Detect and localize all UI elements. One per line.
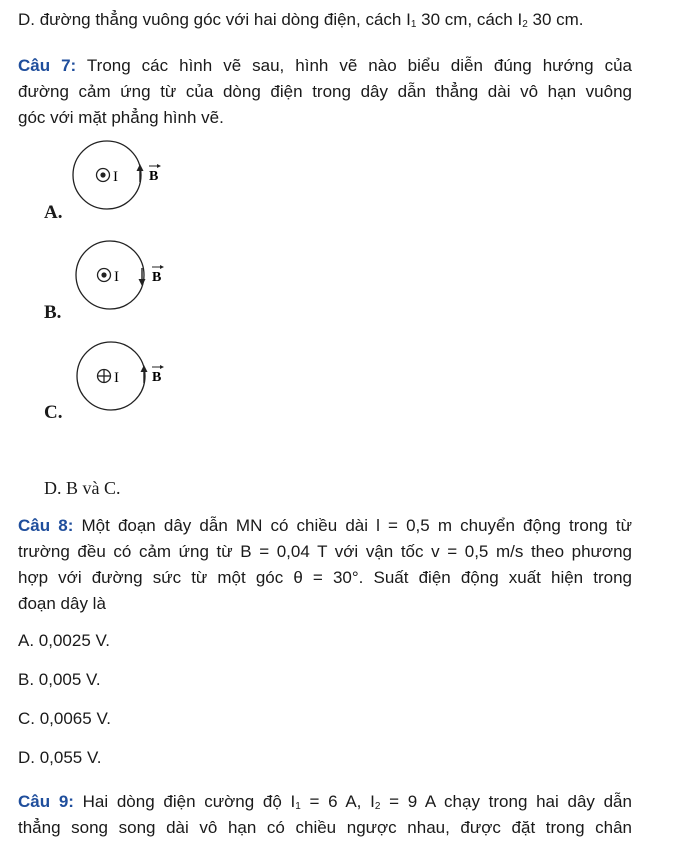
figure-c <box>60 338 180 418</box>
q7-line3-text: góc với mặt phẳng hình vẽ. <box>18 108 224 127</box>
current-label: I <box>114 370 119 386</box>
current-out-dot-icon <box>100 172 105 177</box>
prev-option-d-mid: 30 cm, cách I <box>416 10 523 29</box>
prev-option-d <box>18 10 584 30</box>
q7-stem-line1 <box>18 56 632 76</box>
q9-sub2: 2 <box>374 801 381 812</box>
vector-arrow-icon <box>157 164 161 168</box>
arrow-up-icon <box>137 164 144 171</box>
q9-line1-part-c: = 9 A chạy trong hai dây dẫn <box>380 792 632 811</box>
q7-line1-text: Trong các hình vẽ sau, hình vẽ nào biểu diễn đúng hướng của <box>76 56 632 75</box>
q8-line1-text: Một đoạn dây dẫn MN có chiều dài l = 0,5 m chuyển động trong từ <box>73 516 632 535</box>
q7-stem-line3 <box>18 108 224 128</box>
figure-b <box>60 238 180 318</box>
q8-line4-text: đoạn dây là <box>18 594 106 613</box>
q7-line2-text: đường cảm ứng từ của dòng điện trong dây dẫn thẳng dài vô hạn vuông <box>18 82 632 101</box>
q8-stem-line3 <box>18 568 632 588</box>
q7-option-b-letter: B. <box>44 302 62 323</box>
vector-b-label: B <box>152 370 162 385</box>
arrow-down-icon <box>139 279 146 286</box>
arrow-up-icon <box>141 365 148 372</box>
vector-arrow-icon <box>160 365 164 369</box>
q8-label: Câu 8: <box>18 516 74 535</box>
figure-a <box>60 140 180 220</box>
vector-b-label: B <box>149 169 159 184</box>
prev-option-d-text: D. đường thẳng vuông góc với hai dòng điện, cách I <box>18 10 411 29</box>
q9-stem-line2 <box>18 818 632 838</box>
q8-stem-line4 <box>18 594 106 614</box>
q9-label: Câu 9: <box>18 792 74 811</box>
q8-line3-text: hợp với đường sức từ một góc θ = 30°. Suất điện động xuất hiện trong <box>18 568 632 587</box>
q9-stem-line1 <box>18 792 632 812</box>
q8-option-d: D. 0,055 V. <box>18 748 102 767</box>
q7-option-a-letter: A. <box>44 202 63 223</box>
current-label: I <box>113 169 118 185</box>
q8-option-a: A. 0,0025 V. <box>18 631 111 650</box>
q9-line2-text: thẳng song song dài vô hạn có chiều ngược nhau, được đặt trong chân <box>18 818 632 837</box>
q8-option-b: B. 0,005 V. <box>18 670 101 689</box>
vector-b-label: B <box>152 270 162 285</box>
q8-option-c: C. 0,0065 V. <box>18 709 111 728</box>
prev-option-d-sub2: 2 <box>522 19 528 30</box>
q8-stem-line1 <box>18 516 632 536</box>
q7-option-d: D. B và C. <box>44 478 121 498</box>
current-out-dot-icon <box>101 272 106 277</box>
q7-stem-line2 <box>18 82 632 102</box>
q9-line1-part-b: = 6 A, I <box>300 792 375 811</box>
q8-stem-line2 <box>18 542 632 562</box>
q9-line1-part-a: Hai dòng điện cường độ I <box>73 792 296 811</box>
q7-label: Câu 7: <box>18 56 77 75</box>
prev-option-d-sub1: 1 <box>410 19 417 30</box>
vector-arrow-icon <box>160 265 164 269</box>
field-line-circle <box>73 141 141 209</box>
q9-sub1: 1 <box>295 801 301 812</box>
q7-option-c-letter: C. <box>44 402 63 423</box>
current-label: I <box>114 269 119 285</box>
prev-option-d-post: 30 cm. <box>527 10 584 29</box>
q8-line2-text: trường đều có cảm ứng từ B = 0,04 T với vận tốc v = 0,5 m/s theo phương <box>18 542 632 561</box>
